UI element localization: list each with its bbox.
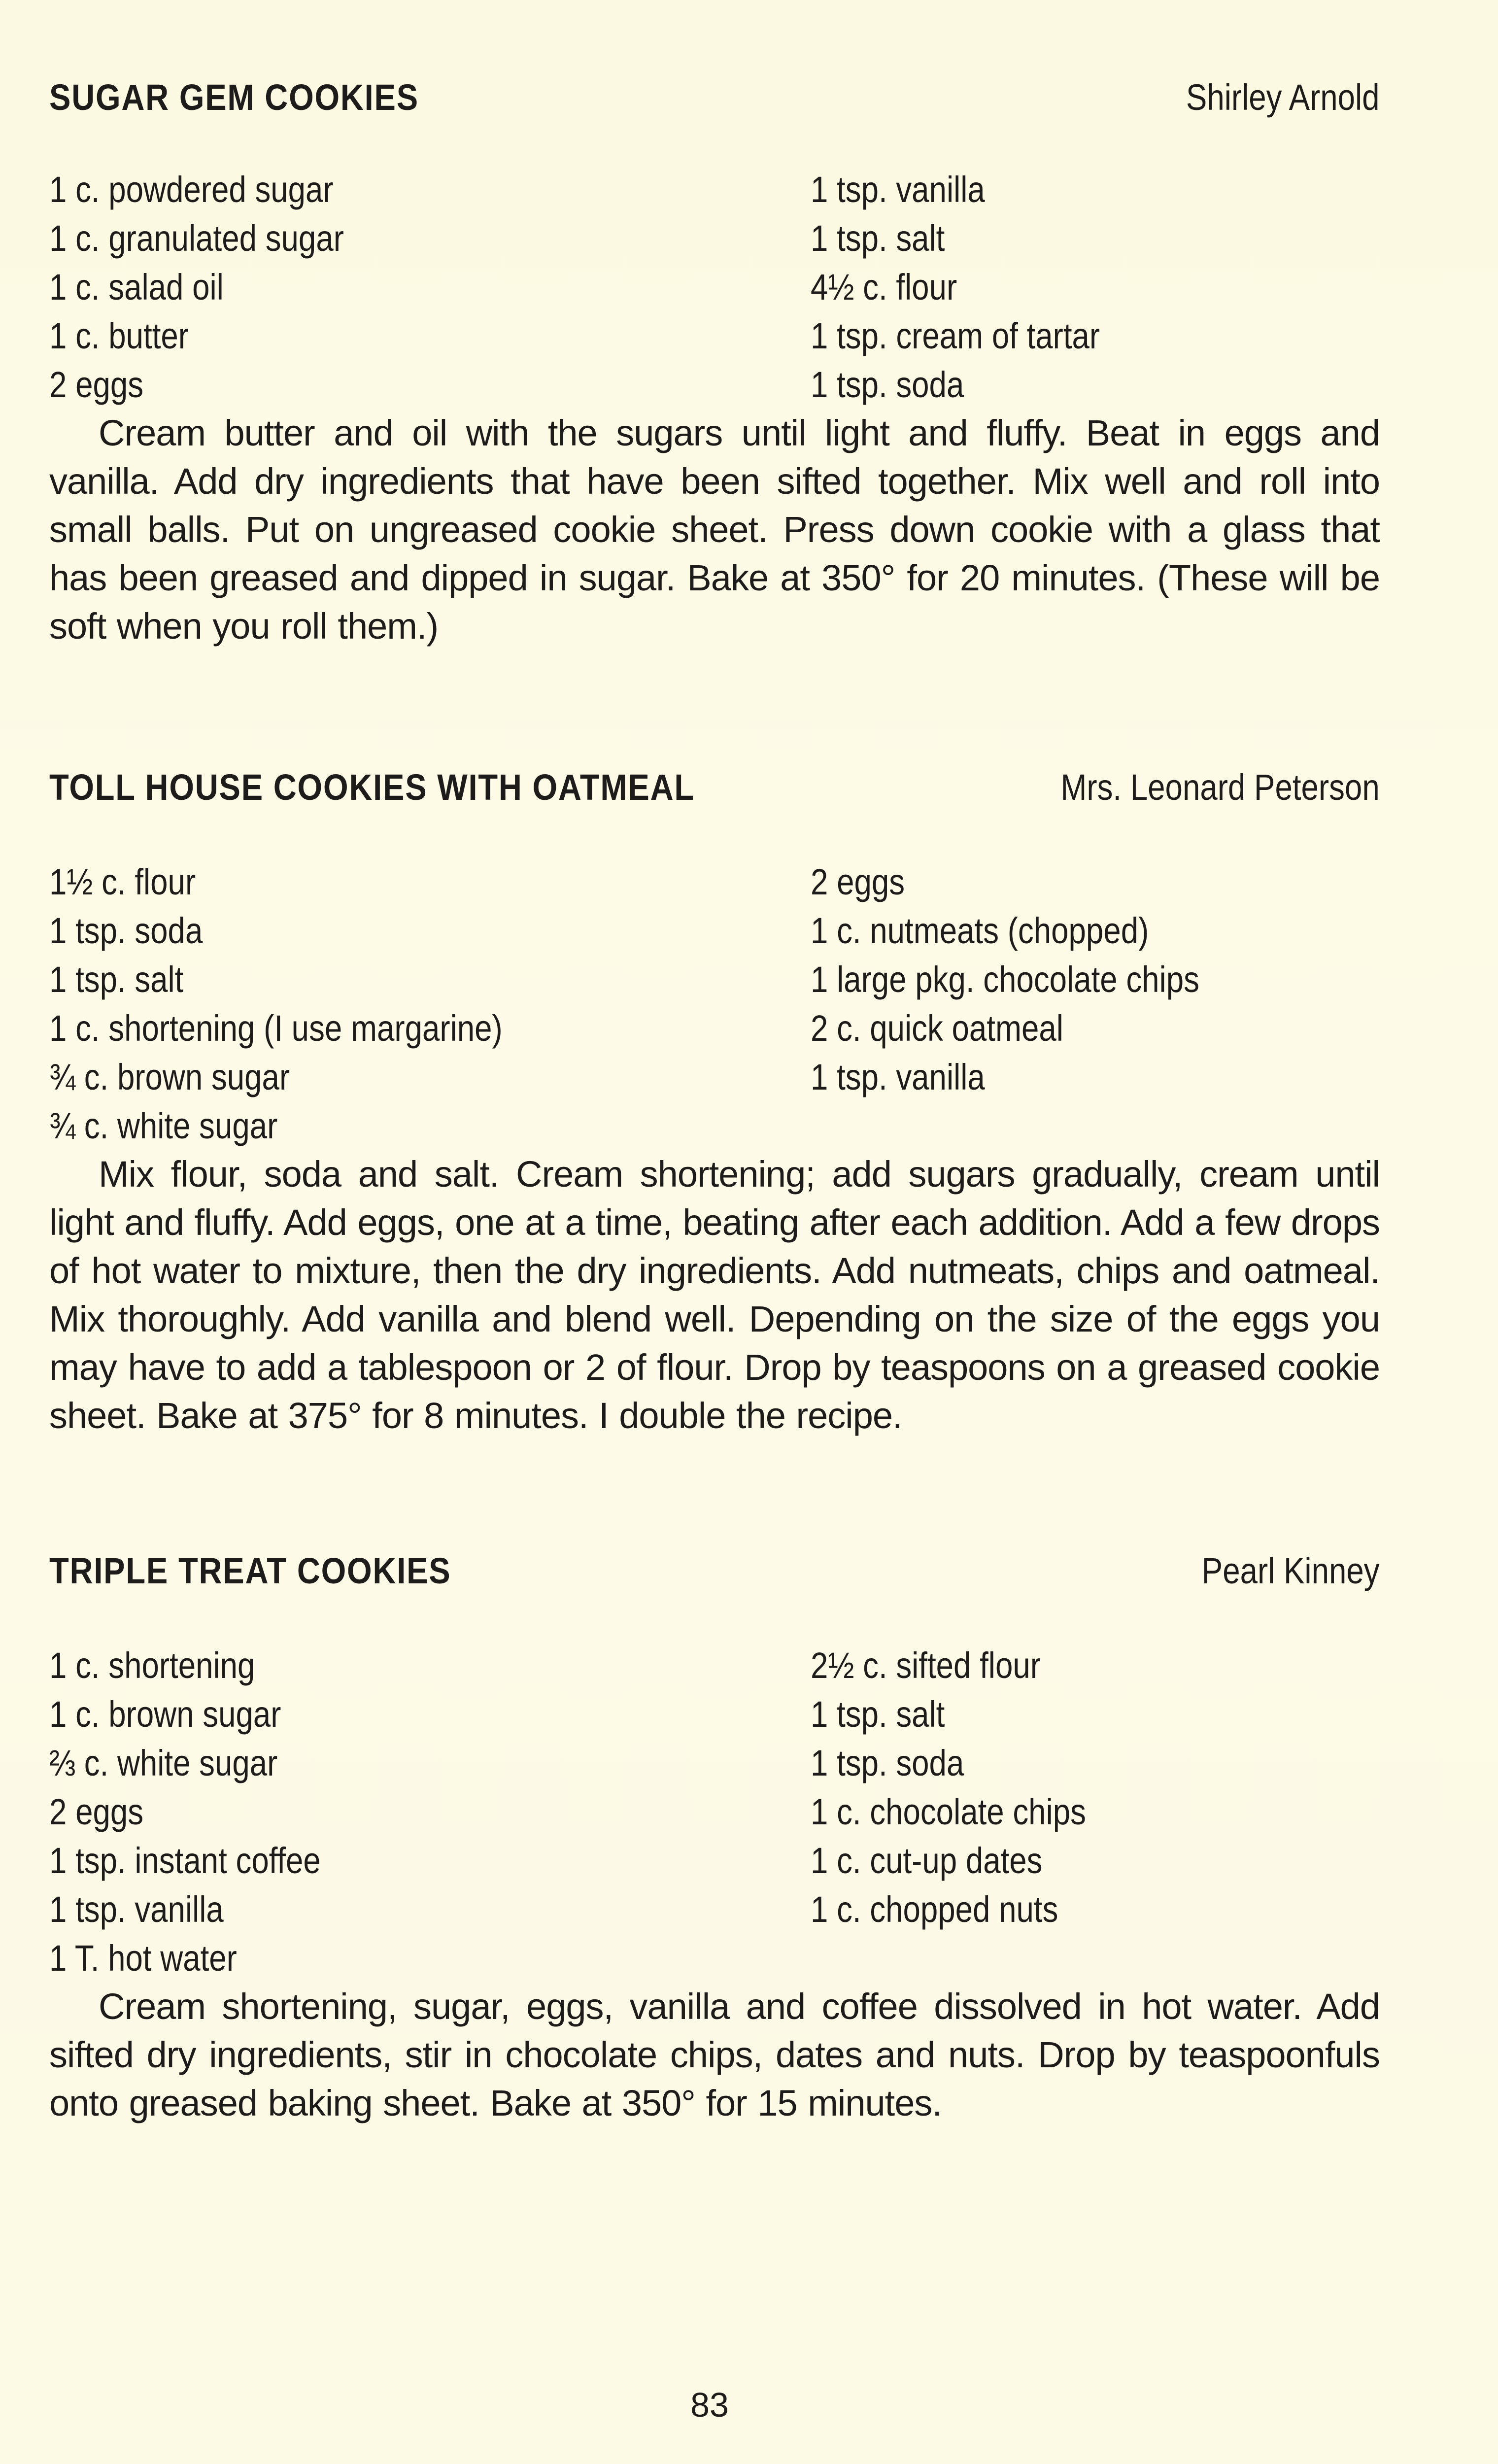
ingredient: ⅔ c. white sugar: [49, 1743, 278, 1783]
recipe-title: TOLL HOUSE COOKIES WITH OATMEAL: [49, 767, 695, 808]
ingredient: 1 c. salad oil: [49, 267, 224, 308]
recipe-header: [49, 766, 1380, 808]
ingredient: 4½ c. flour: [811, 267, 957, 308]
ingredient: 1 tsp. soda: [811, 1743, 964, 1783]
recipe-triple-treat-cookies: [49, 1550, 1380, 2127]
ingredient: 1 tsp. salt: [811, 1694, 945, 1735]
ingredient: 2 eggs: [49, 1791, 144, 1832]
ingredient-column-right: [811, 1641, 1380, 1983]
ingredient: 1 c. powdered sugar: [49, 169, 334, 210]
ingredient: 1 tsp. soda: [811, 364, 964, 405]
ingredient: 1 c. shortening (I use margarine): [49, 1008, 503, 1049]
ingredient: 1 c. chopped nuts: [811, 1889, 1058, 1930]
ingredient: 2 eggs: [49, 364, 144, 405]
recipe-author: Mrs. Leonard Peterson: [1060, 767, 1380, 808]
ingredient: 2½ c. sifted flour: [811, 1645, 1041, 1686]
ingredient: 1 tsp. salt: [49, 959, 184, 1000]
ingredient-list: [49, 1641, 1380, 1983]
page-number: 83: [690, 2386, 729, 2424]
recipe-title: SUGAR GEM COOKIES: [49, 77, 419, 118]
ingredient: 1½ c. flour: [49, 861, 196, 902]
ingredient: 1 T. hot water: [49, 1938, 237, 1979]
ingredient-list: [49, 857, 1380, 1150]
ingredient: 1 c. shortening: [49, 1645, 255, 1686]
ingredient-column-left: [49, 857, 811, 1150]
recipe-method: Cream butter and oil with the sugars until light and fluffy. Beat in eggs and vanilla. Add dry ingredients that have been sifted together. Mix well and roll into small balls. Put on ungreased cookie sheet. Press down cookie with a glass that has been greased and dipped in sugar. Bake at 350° for 20 minutes. (These will be soft when you roll them.): [49, 412, 1380, 647]
ingredient: 1 tsp. instant coffee: [49, 1840, 321, 1881]
ingredient: 1 large pkg. chocolate chips: [811, 959, 1199, 1000]
ingredient-column-right: [811, 165, 1380, 409]
ingredient: 1 tsp. cream of tartar: [811, 315, 1100, 356]
ingredient: 1 c. nutmeats (chopped): [811, 910, 1149, 951]
ingredient: 1 c. brown sugar: [49, 1694, 281, 1735]
ingredient: 1 tsp. soda: [49, 910, 203, 951]
recipe-title: TRIPLE TREAT COOKIES: [49, 1550, 451, 1591]
recipe-header: [49, 1550, 1380, 1592]
recipe-sugar-gem-cookies: [49, 76, 1380, 650]
recipe-author: Shirley Arnold: [1186, 77, 1380, 118]
recipe-header: [49, 76, 1380, 118]
recipe-method: Mix flour, soda and salt. Cream shortening; add sugars gradually, cream until light and fluffy. Add eggs, one at a time, beating after each addition. Add a few drops of hot water to mixture, then the dry ingredients. Add nutmeats, chips and oatmeal. Mix thoroughly. Add vanilla and blend well. Depending on the size of the eggs you may have to add a tablespoon or 2 of flour. Drop by teaspoons on a greased cookie sheet. Bake at 375° for 8 minutes. I double the recipe.: [49, 1154, 1380, 1436]
ingredient: 1 c. cut-up dates: [811, 1840, 1043, 1881]
recipe-author: Pearl Kinney: [1202, 1550, 1380, 1591]
recipe-method: Cream shortening, sugar, eggs, vanilla and coffee dissolved in hot water. Add sifted dry ingredients, stir in chocolate chips, dates and nuts. Drop by teaspoonfuls onto greased baking sheet. Bake at 350° for 15 minutes.: [49, 1986, 1380, 2123]
ingredient: 2 c. quick oatmeal: [811, 1008, 1063, 1049]
ingredient: 1 c. butter: [49, 315, 189, 356]
ingredient: 1 tsp. vanilla: [49, 1889, 224, 1930]
ingredient: 1 c. granulated sugar: [49, 218, 344, 259]
ingredient: 2 eggs: [811, 861, 905, 902]
ingredient-column-right: [811, 857, 1380, 1150]
ingredient-column-left: [49, 165, 811, 409]
ingredient: ¾ c. white sugar: [49, 1105, 278, 1146]
ingredient-list: [49, 165, 1380, 409]
ingredient: 1 tsp. salt: [811, 218, 945, 259]
recipe-toll-house-cookies-with-oatmeal: [49, 766, 1380, 1440]
ingredient: 1 c. chocolate chips: [811, 1791, 1086, 1832]
ingredient: ¾ c. brown sugar: [49, 1057, 290, 1097]
ingredient: 1 tsp. vanilla: [811, 1057, 985, 1097]
ingredient-column-left: [49, 1641, 811, 1983]
ingredient: 1 tsp. vanilla: [811, 169, 985, 210]
